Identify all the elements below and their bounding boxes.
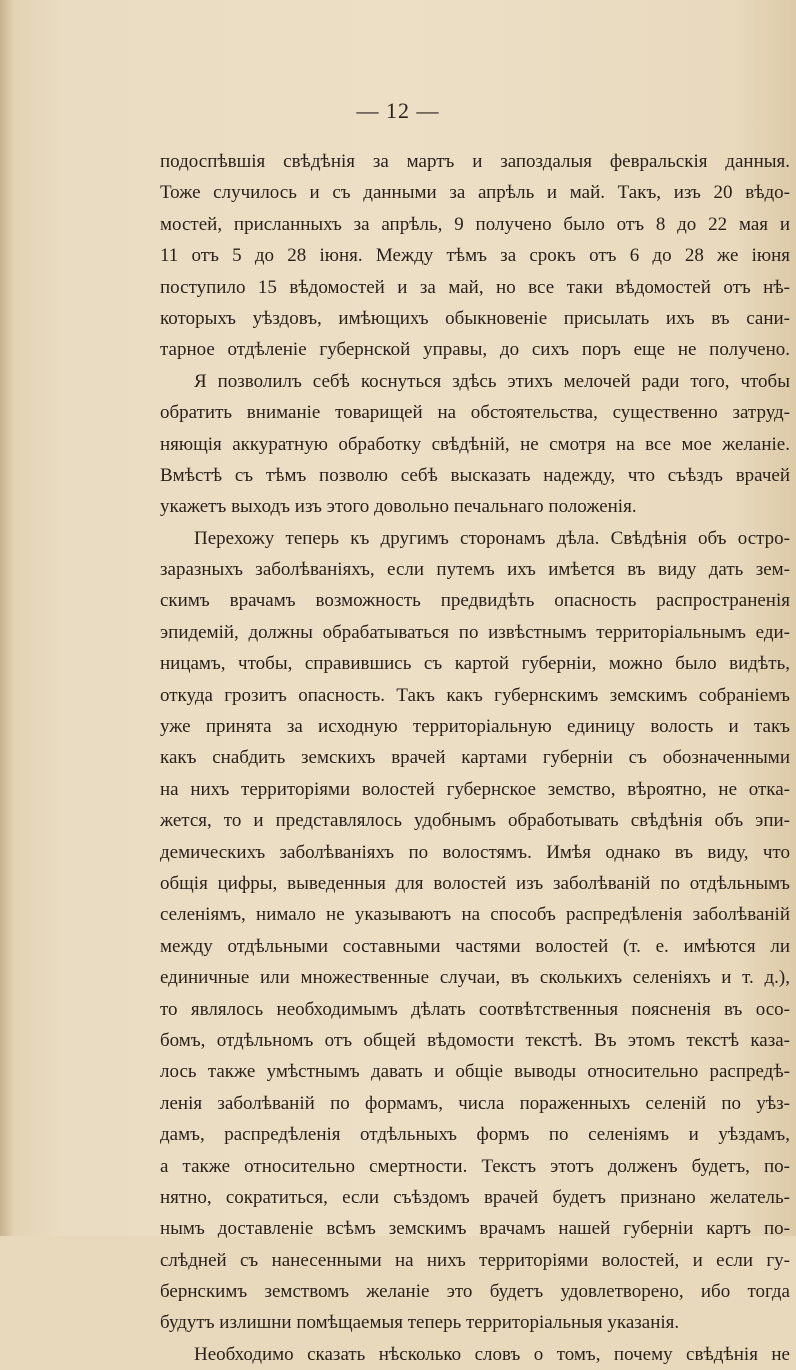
text-line: жется, то и представлялось удобнымъ обработывать свѣдѣнія объ эпи-: [160, 810, 790, 832]
text-line: будутъ излишни помѣщаемыя теперь территоріальныя указанія.: [160, 1312, 680, 1334]
text-line: дамъ, распредѣленія отдѣльныхъ формъ по селеніямъ и уѣздамъ,: [160, 1124, 790, 1146]
text-line: нымъ доставленіе всѣмъ земскимъ врачамъ нашей губерніи картъ по-: [160, 1218, 790, 1240]
page-fold-shadow: [0, 0, 14, 1236]
text-line: какъ снабдить земскихъ врачей картами губерніи съ обозначенными: [160, 747, 790, 769]
text-line: обратить вниманіе товарищей на обстоятельства, существенно затруд-: [160, 402, 790, 424]
text-line: мостей, присланныхъ за апрѣль, 9 получено было отъ 8 до 22 мая и: [160, 213, 790, 235]
text-line: скимъ врачамъ возможность предвидѣть опасность распространенія: [160, 590, 790, 612]
text-line: а также относительно смертности. Текстъ этотъ долженъ будетъ, по-: [160, 1155, 790, 1177]
text-line: нятно, сократиться, если съѣздомъ врачей будетъ признано желатель-: [160, 1186, 790, 1208]
text-line: бомъ, отдѣльномъ отъ общей вѣдомости текстѣ. Въ этомъ текстѣ каза-: [160, 1029, 790, 1051]
body-text: [160, 146, 790, 1370]
text-line: бернскимъ земствомъ желаніе это будетъ удовлетворено, ибо тогда: [160, 1281, 790, 1303]
text-line: которыхъ уѣздовъ, имѣющихъ обыкновеніе присылать ихъ въ сани-: [160, 307, 790, 329]
text-line: Я позволилъ себѣ коснуться здѣсь этихъ мелочей ради того, чтобы: [194, 370, 790, 392]
text-line: подоспѣвшія свѣдѣнія за мартъ и запоздалыя февральскія данныя.: [160, 151, 790, 172]
text-line: то являлось необходимымъ дѣлать соотвѣтственныя поясненія въ осо-: [160, 998, 790, 1020]
text-line: Вмѣстѣ съ тѣмъ позволю себѣ высказать надежду, что съѣздъ врачей: [160, 464, 790, 486]
text-line: заразныхъ заболѣваніяхъ, если путемъ ихъ имѣется въ виду дать зем-: [160, 559, 790, 581]
text-line: слѣдней съ нанесенными на нихъ территоріями волостей, и если гу-: [160, 1249, 790, 1271]
text-line: эпидемій, должны обрабатываться по извѣстнымъ территоріальнымъ еди-: [160, 621, 790, 643]
text-line: между отдѣльными составными частями волостей (т. е. имѣются ли: [160, 935, 790, 957]
text-line: тарное отдѣленіе губернской управы, до сихъ поръ еще не получено.: [160, 339, 790, 361]
text-line: Необходимо сказать нѣсколько словъ о томъ, почему свѣдѣнія не: [194, 1343, 790, 1365]
text-line: 11 отъ 5 до 28 іюня. Между тѣмъ за срокъ отъ 6 до 28 же іюня: [160, 245, 790, 267]
text-line: няющія аккуратную обработку свѣдѣній, не смотря на все мое желаніе.: [160, 433, 790, 455]
text-line: поступило 15 вѣдомостей и за май, но все таки вѣдомостей отъ нѣ-: [160, 276, 790, 298]
text-line: уже принята за исходную территоріальную единицу волость и такъ: [160, 716, 790, 738]
text-line: Перехожу теперь къ другимъ сторонамъ дѣла. Свѣдѣнія объ остро-: [194, 527, 790, 549]
text-line: ницамъ, чтобы, справившись съ картой губерніи, можно было видѣть,: [160, 653, 790, 675]
text-line: единичные или множественные случаи, въ сколькихъ селеніяхъ и т. д.),: [160, 967, 790, 989]
text-line: селеніямъ, нимало не указываютъ на способъ распредѣленія заболѣваній: [160, 904, 790, 926]
text-line: укажетъ выходъ изъ этого довольно печальнаго положенія.: [160, 496, 637, 518]
text-line: лось также умѣстнымъ давать и общіе выводы относительно распредѣ-: [160, 1061, 790, 1083]
page-number: — 12 —: [356, 98, 440, 123]
text-line: Тоже случилось и съ данными за апрѣль и май. Такъ, изъ 20 вѣдо-: [160, 182, 790, 204]
text-line: общія цифры, выведенныя для волостей изъ заболѣваній по отдѣльнымъ: [160, 872, 790, 894]
text-line: ленія заболѣваній по формамъ, числа пораженныхъ селеній по уѣз-: [160, 1092, 790, 1114]
text-line: откуда грозитъ опасность. Такъ какъ губернскимъ земскимъ собраніемъ: [160, 684, 790, 706]
text-line: демическихъ заболѣваніяхъ по волостямъ. Имѣя однако въ виду, что: [160, 841, 790, 863]
text-line: на нихъ территоріями волостей губернское земство, вѣроятно, не отка-: [160, 778, 790, 800]
